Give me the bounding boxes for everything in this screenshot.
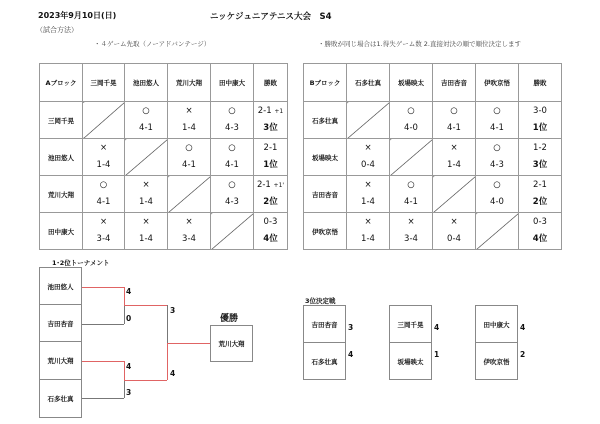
match-cell: × 1-4 xyxy=(125,176,168,213)
rule-tiebreak: ・勝敗が同じ場合は1.得失ゲーム数 2.直接対決の順で順位決定します xyxy=(318,40,521,48)
block-label: Bブロック xyxy=(304,64,347,102)
result-cell: 2-1 1位 xyxy=(254,139,288,176)
row-player: 池田悠人 xyxy=(40,139,83,176)
score: 3 xyxy=(170,306,176,315)
third-place-player: 田中康大 xyxy=(475,305,518,343)
bracket-line xyxy=(82,361,124,362)
score: 3 xyxy=(126,388,132,397)
self-cell xyxy=(211,213,254,250)
block-b-table xyxy=(303,63,562,250)
bracket-line xyxy=(124,361,125,380)
col-player: 吉田杏音 xyxy=(433,64,476,102)
score: 0 xyxy=(126,314,132,323)
self-cell xyxy=(433,176,476,213)
match-cell: × 1-4 xyxy=(347,213,390,250)
self-cell xyxy=(347,102,390,139)
score: 4 xyxy=(520,323,526,332)
score: 4 xyxy=(348,350,354,359)
third-place-player: 吉田杏音 xyxy=(303,305,346,343)
score: 3 xyxy=(348,323,354,332)
match-cell: ○ 4-3 xyxy=(211,176,254,213)
result-cell: 2-1 +1 3位 xyxy=(254,102,288,139)
table-row xyxy=(40,176,288,213)
bracket-line xyxy=(82,398,124,399)
row-player: 坂場映太 xyxy=(304,139,347,176)
champion-box: 荒川大翔 xyxy=(210,325,253,362)
table-row xyxy=(40,213,288,250)
result-cell: 1-2 3位 xyxy=(519,139,562,176)
table-row xyxy=(304,213,562,250)
event-date: 2023年9月10日(日) xyxy=(38,11,117,20)
self-cell xyxy=(125,139,168,176)
col-player: 坂場映太 xyxy=(390,64,433,102)
result-cell: 0-3 4位 xyxy=(519,213,562,250)
match-cell: ○ 4-3 xyxy=(211,102,254,139)
table-row xyxy=(40,102,288,139)
block-label: Aブロック xyxy=(40,64,83,102)
col-player: 石多壮真 xyxy=(347,64,390,102)
row-player: 吉田杏音 xyxy=(304,176,347,213)
score: 4 xyxy=(170,369,176,378)
col-player: 田中康大 xyxy=(211,64,254,102)
bracket-line xyxy=(124,287,125,305)
row-player: 田中康大 xyxy=(40,213,83,250)
match-cell: ○ 4-1 xyxy=(476,102,519,139)
col-player: 伊吹京悟 xyxy=(476,64,519,102)
match-cell: × 1-4 xyxy=(125,213,168,250)
match-cell: × 0-4 xyxy=(433,213,476,250)
bracket-line xyxy=(82,287,124,288)
col-player: 池田悠人 xyxy=(125,64,168,102)
table-row xyxy=(304,176,562,213)
event-title: ニッケジュニアテニス大会 S4 xyxy=(210,12,332,22)
method-label: （試合方法） xyxy=(36,26,78,34)
match-cell: ○ 4-1 xyxy=(390,176,433,213)
score: 4 xyxy=(434,323,440,332)
col-player: 三岡千晃 xyxy=(83,64,125,102)
third-place-player: 伊吹京悟 xyxy=(475,342,518,380)
score: 4 xyxy=(126,362,132,371)
col-result: 勝敗 xyxy=(254,64,288,102)
third-place-title: 3位決定戦 xyxy=(305,297,336,305)
col-player: 荒川大翔 xyxy=(168,64,211,102)
bracket-player: 荒川大翔 xyxy=(39,341,82,380)
self-cell xyxy=(83,102,125,139)
self-cell xyxy=(390,139,433,176)
match-cell: × 1-4 xyxy=(433,139,476,176)
bracket-player: 吉田杏音 xyxy=(39,304,82,342)
self-cell xyxy=(168,176,211,213)
match-cell: × 3-4 xyxy=(390,213,433,250)
result-cell: 2-1 +1' 2位 xyxy=(254,176,288,213)
table-row xyxy=(304,102,562,139)
bracket-line xyxy=(167,305,168,343)
bracket-line xyxy=(124,305,125,324)
score: 4 xyxy=(126,287,132,296)
match-cell: ○ 4-3 xyxy=(476,139,519,176)
row-player: 三岡千晃 xyxy=(40,102,83,139)
row-player: 伊吹京悟 xyxy=(304,213,347,250)
match-cell: × 1-4 xyxy=(168,102,211,139)
block-a-table xyxy=(39,63,288,250)
match-cell: ○ 4-1 xyxy=(433,102,476,139)
bracket-line xyxy=(124,380,167,381)
bracket-player: 池田悠人 xyxy=(39,267,82,305)
match-cell: × 0-4 xyxy=(347,139,390,176)
bracket-line xyxy=(167,343,168,380)
table-row xyxy=(304,139,562,176)
row-player: 石多壮真 xyxy=(304,102,347,139)
bracket-player: 石多壮真 xyxy=(39,379,82,418)
match-cell: ○ 4-0 xyxy=(476,176,519,213)
row-player: 荒川大翔 xyxy=(40,176,83,213)
match-cell: × 3-4 xyxy=(83,213,125,250)
result-cell: 0-3 4位 xyxy=(254,213,288,250)
match-cell: ○ 4-1 xyxy=(211,139,254,176)
match-cell: ○ 4-1 xyxy=(83,176,125,213)
match-cell: × 1-4 xyxy=(347,176,390,213)
col-result: 勝敗 xyxy=(519,64,562,102)
score: 1 xyxy=(434,350,440,359)
bracket-line xyxy=(124,380,125,398)
match-cell: × 1-4 xyxy=(83,139,125,176)
bracket-line xyxy=(82,324,124,325)
bracket-line xyxy=(124,305,167,306)
match-cell: ○ 4-1 xyxy=(125,102,168,139)
match-cell: ○ 4-1 xyxy=(168,139,211,176)
result-cell: 3-0 1位 xyxy=(519,102,562,139)
table-row xyxy=(40,139,288,176)
rule-format: ・４ゲーム先取（ノーアドバンテージ） xyxy=(94,40,211,48)
result-cell: 2-1 2位 xyxy=(519,176,562,213)
tournament-title: 1･2位トーナメント xyxy=(52,259,110,267)
match-cell: × 3-4 xyxy=(168,213,211,250)
self-cell xyxy=(476,213,519,250)
match-cell: ○ 4-0 xyxy=(390,102,433,139)
third-place-player: 石多壮真 xyxy=(303,342,346,380)
third-place-player: 三岡千晃 xyxy=(389,305,432,343)
champion-label: 優勝 xyxy=(220,314,239,324)
bracket-line xyxy=(167,343,210,344)
score: 2 xyxy=(520,350,526,359)
third-place-player: 坂場映太 xyxy=(389,342,432,380)
